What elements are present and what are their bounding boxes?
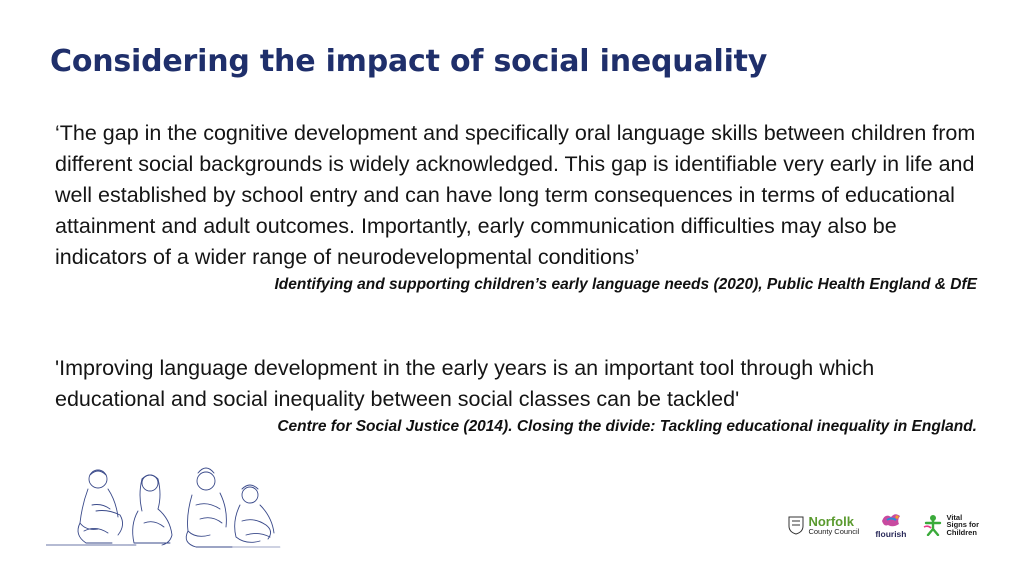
norfolk-county-council-logo [787, 515, 859, 536]
vital-signs-label: Vital Signs for Children [946, 512, 979, 537]
quote-text: 'Improving language development in the early years is an important tool through which educational and social inequality between social classes can be tackled' [55, 356, 875, 411]
quote-text: ‘The gap in the cognitive development and specifically oral language skills between children from different social backgrounds is widely acknowledged. This gap is identifiable very early in life and well established by school entry and can have long term consequences in terms of educational attainment and adult outcomes. Importantly, early communication difficulties may also be indicators of a wider range of neurodevelopmental conditions’ [55, 121, 976, 269]
norfolk-crest-icon [787, 515, 805, 535]
vital-signs-for-children-logo [922, 514, 979, 537]
quote-citation: Identifying and supporting children’s early language needs (2020), Public Health England & DfE [274, 276, 977, 293]
flourish-label: flourish [875, 529, 907, 540]
quote-block-1 [55, 118, 985, 295]
slide-title: Considering the impact of social inequality [50, 44, 768, 79]
flourish-logo [875, 511, 906, 539]
flourish-bird-icon [879, 511, 903, 529]
norfolk-name: Norfolk [808, 513, 854, 529]
vital-signs-figure-icon [922, 514, 944, 536]
partner-logos [787, 508, 979, 542]
norfolk-subtitle: County Council [808, 526, 860, 536]
children-line-illustration [46, 465, 282, 555]
quote-citation: Centre for Social Justice (2014). Closing the divide: Tackling educational inequality in England. [277, 418, 977, 435]
quote-block-2 [55, 353, 985, 437]
